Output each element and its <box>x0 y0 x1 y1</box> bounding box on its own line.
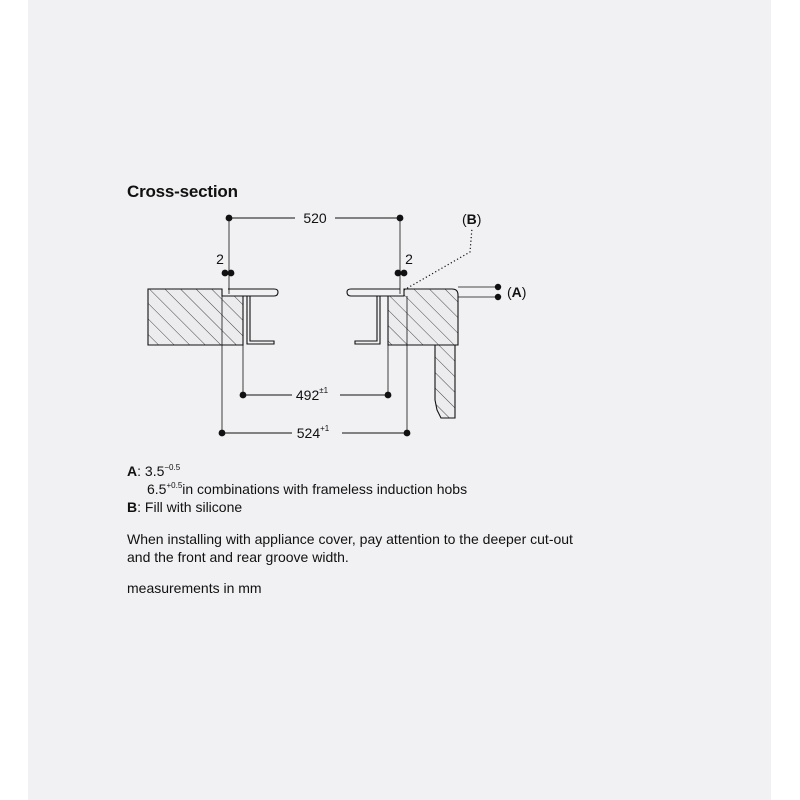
dimension-524-label: $524^{+1}$ <box>296 424 330 441</box>
note-a-alt-value: 6.5 <box>147 481 167 497</box>
note-a-alt <box>127 480 467 498</box>
note-a: A: $3.5^{-0.5}$ <box>127 463 181 479</box>
dimension-gap-right <box>395 251 414 276</box>
note-a-key: A <box>127 463 138 479</box>
dimension-gap-right-label: 2 <box>405 251 413 267</box>
page-title: Cross-section <box>127 182 238 201</box>
note-b-key: B <box>127 499 138 515</box>
units-note: measurements in mm <box>127 580 262 596</box>
left-worktop-section <box>148 289 243 345</box>
callout-b-label: (B) <box>462 211 482 227</box>
note-a-tolerance: −0.5 <box>164 463 181 472</box>
dimension-520 <box>226 210 404 226</box>
dimension-492 <box>240 386 392 403</box>
callout-a-label: (A) <box>507 284 527 300</box>
legend-notes <box>127 462 467 516</box>
rear-panel-section <box>435 345 455 418</box>
dimension-520-label: 520 <box>303 210 327 226</box>
note-b-text: Fill with silicone <box>144 499 243 515</box>
install-note: When installing with appliance cover, pay attention to the deeper cut-out and the front and rear groove width. <box>127 531 573 565</box>
callout-a <box>495 284 527 300</box>
note-a-value: 3.5 <box>144 463 165 479</box>
dimension-524 <box>219 424 411 441</box>
note-a-alt-text: in combinations with frameless induction hobs <box>182 481 468 497</box>
note-b: B: Fill with silicone <box>127 499 243 515</box>
dimension-gap-left-label: 2 <box>216 251 224 267</box>
dimension-gap-left <box>216 251 234 276</box>
callout-b <box>404 211 481 290</box>
right-worktop-section <box>388 289 458 345</box>
note-a-alt-tolerance: +0.5 <box>166 481 183 490</box>
dimension-492-label: $492^{\pm 1}$ <box>295 386 329 403</box>
